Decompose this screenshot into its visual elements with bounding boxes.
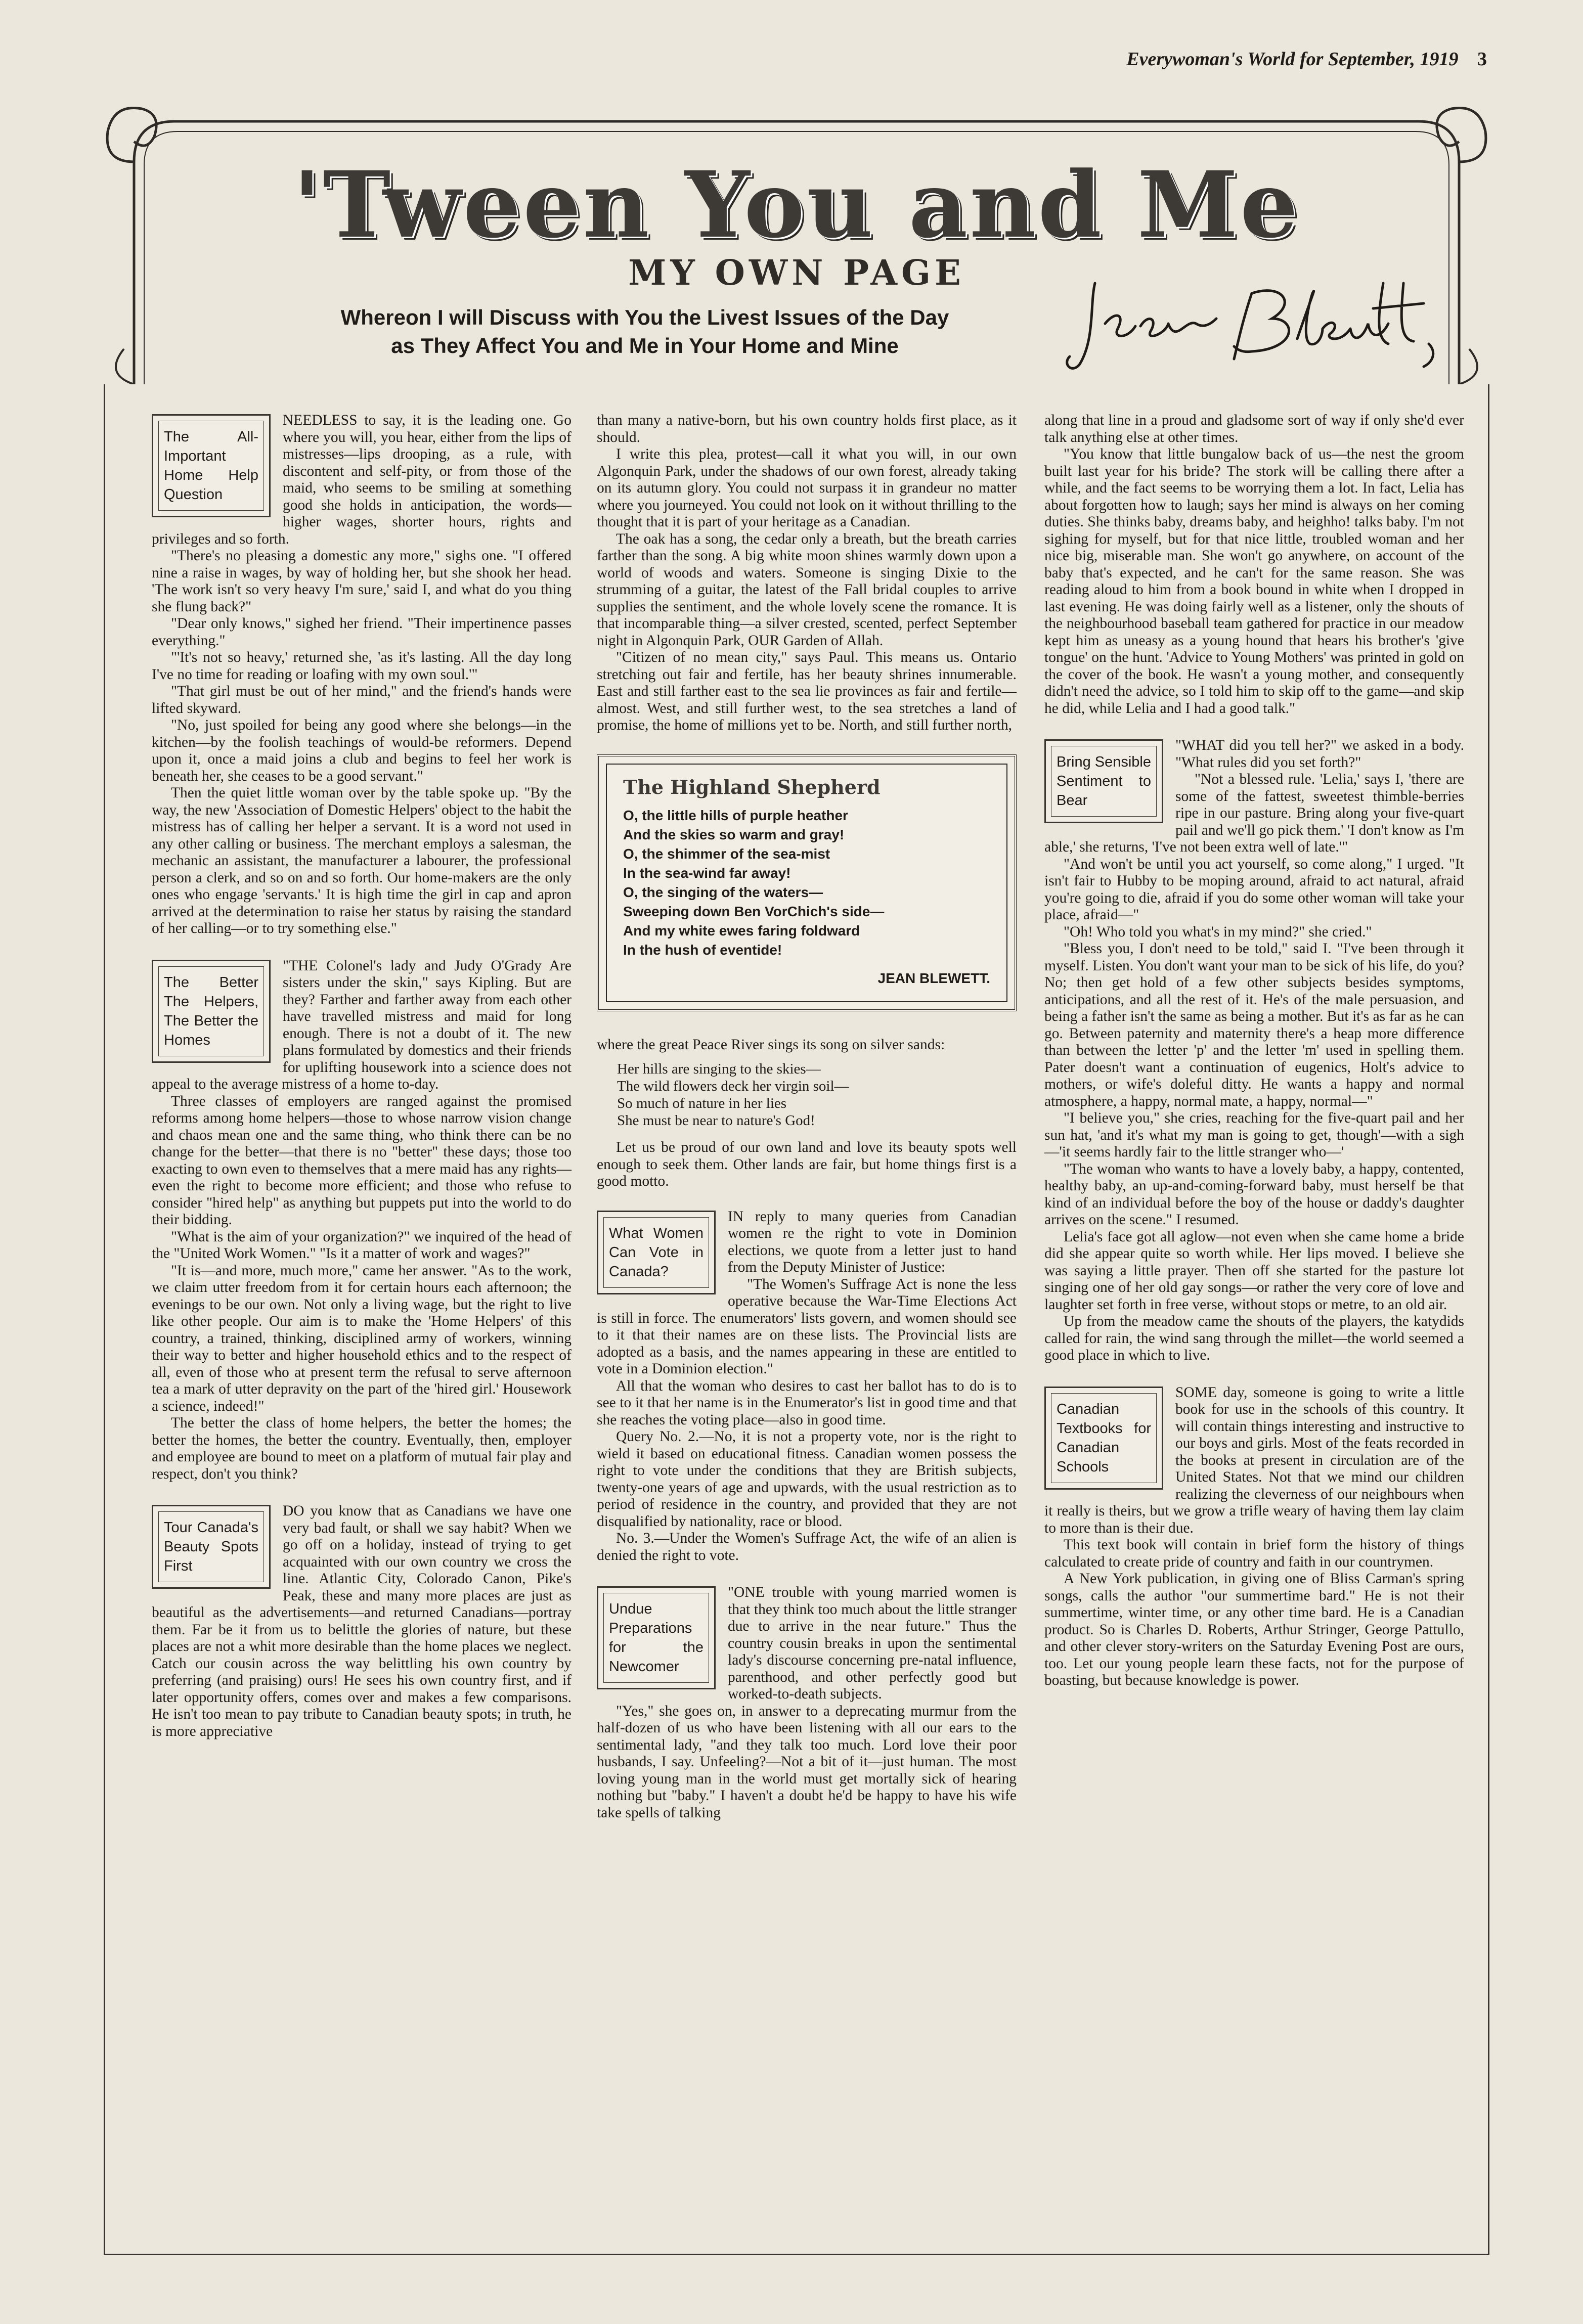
poem-line: And my white ewes faring foldward — [623, 922, 860, 938]
poem-box — [597, 754, 1017, 1011]
article-text: SOME day, someone is going to write a little book for use in the schools of this country. It will contain things interesting and instructive to our boys and girls. Most of the feats recorded in the books at present in circulation are of the United States. Not that we mind our children realizing the cleverness of our neighbours when it really is theirs, but we grow a trifle weary of having them lay claim to more than is their due. — [1044, 1384, 1464, 1536]
tagline-line-2: as They Affect You and Me in Your Home and Mine — [391, 334, 899, 357]
article-text: Query No. 2.—No, it is not a property vote, nor is the right to wield it based on educational fitness. Canadian women possess the right to vote under the conditions that they are British subjects, twenty-one years of age and upwards, with the usual restriction as to period of residence in the country, and provided that they are not disqualified by nationality, race or blood. — [597, 1428, 1017, 1530]
page-number: 3 — [1477, 49, 1487, 70]
poem-line: O, the little hills of purple heather — [623, 807, 848, 823]
article-text: "WHAT did you tell her?" we asked in a body. "What rules did you set forth?" — [1175, 737, 1464, 771]
sidehead-home-help: The All-Important Home Help Question — [152, 414, 271, 517]
article-text: "Bless you, I don't need to be told," said I. "I've been through it myself. Listen. You don't want your man to be sick of his life, do you? No; then get hold of a few other subjects besides symptoms, anticipations, and all the rest of it. He's of the male persuasion, and being a father isn't the same as being a mother. But it's as far as he can go. Between paternity and maternity there's a heap more difference than between the letter 'p' and the letter 'm' used in spelling them. Pater doesn't want a continuation of eugenics, Holt's advice to mothers, or wife's doleful ditty. He wants a happy and normal atmosphere, a happy, normal mate, a happy, normal—" — [1044, 941, 1464, 1109]
poem-line: In the hush of eventide! — [623, 942, 782, 958]
article-text: "What is the aim of your organization?" we inquired of the head of the "United Work Women." "Is it a matter of work and wages?" — [152, 1228, 571, 1262]
article-text: Three classes of employers are ranged against the promised reforms among home helpers—those to whose narrow vision change and chaos mean one and the same thing, who think there can be no change for the better—that there is no "better" these days; those too exacting to own even to themselves that a mere maid has any rights—even the right to become more efficient; and those who refuse to consider "hired help" as anything but puppets put into the world to do their bidding. — [152, 1093, 571, 1228]
article-text: "The Women's Suffrage Act is none the less operative because the War-Time Elections Act is still in force. The enumerators' lists govern, and women should see to it that their names are on these lists. The Provincial lists are adopted as a basis, and the names appearing in these are entitled to vote in a Dominion election." — [597, 1276, 1017, 1377]
poem-author: JEAN BLEWETT. — [877, 970, 990, 986]
article-text: "And won't be until you act yourself, so come along," I urged. "It isn't fair to Hubby to be moping around, afraid to act natural, afraid you're going to die, afraid if you do some other woman will take your place, afraid—" — [1044, 856, 1464, 923]
verse-block — [617, 1060, 1017, 1129]
article-text: where the great Peace River sings its song on silver sands: — [597, 1036, 945, 1053]
sidehead-beauty-spots: Tour Canada's Beauty Spots First — [152, 1505, 271, 1589]
article-text: Lelia's face got all aglow—not even when she came home a bride did she appear quite so worth while. Her lips moved. I believe she was saying a little prayer. Then off she started for the pasture lot singing one of her old gay songs—or rather the very core of love and laughter set forth in free verse, without stops or metre, to an old air. — [1044, 1228, 1464, 1313]
article-text: DO you know that as Canadians we have one very bad fault, or shall we say habit? When we go off on a holiday, instead of trying to get acquainted with our own country we cross the line. Atlantic City, Colorado Canon, Pike's Peak, these and many more places are just as beautiful as the advertisements—and returned Canadians—portray them. Far be it from us to belittle the glories of nature, but these places are not a whit more desirable than the home places we neglect. Catch our cousin across the way belittling his own country by preferring (and praising) ours! He sees his own country first, and if later opportunity offers, comes over and makes a few comparisons. He isn't too mean to pay tribute to Canadian beauty spots; in truth, he is more appreciative — [152, 1503, 571, 1739]
article-text: "Oh! Who told you what's in my mind?" she cried." — [1064, 923, 1372, 940]
sidehead-unprepared: Undue Preparations for the Newcomer — [597, 1586, 716, 1689]
article-text: The oak has a song, the cedar only a breath, but the breath carries farther than the song. A big white moon shines warmly down upon a world of woods and waters. Someone is singing Dixie to the strumming of a guitar, the latest of the Fall bridal couples to arrive supplies the sentiment, and the whole lovely scene the romance. It is that incomparable thing—a silver crested, scented, perfect September night in Algonquin Park, OUR Garden of Allah. — [597, 530, 1017, 649]
article-text: Up from the meadow came the shouts of the players, the katydids called for rain, the wind sang through the millet—the world seemed a good place in which to live. — [1044, 1313, 1464, 1363]
column-1 — [152, 412, 571, 1740]
article-text: No. 3.—Under the Women's Suffrage Act, the wife of an alien is denied the right to vote. — [597, 1530, 1017, 1563]
sidehead-textbooks: Canadian Textbooks for Canadian Schools — [1044, 1387, 1163, 1490]
article-text: along that line in a proud and gladsome sort of way if only she'd ever talk anything else at other times. — [1044, 412, 1464, 445]
banner-title: 'Tween You and Me — [293, 152, 1300, 258]
verse-line: Her hills are singing to the skies— — [617, 1061, 821, 1077]
article-text: "You know that little bungalow back of us—the nest the groom built last year for his bride? The stork will be calling there after a while, and the fact seems to be worrying them a lot. In fact, Lelia has about forgotten how to laugh; says her mind is always on her coming duties. She thinks baby, dreams baby, and heighho! talks baby. I'm not sighing for myself, but for that nice little, troubled woman and her nice big, miserable man. She won't go anywhere, on account of the baby that's expected, and he can't for the same reason. She was reading aloud to him from a book bound in white when I dropped in last evening. He was doing fairly well as a listener, only the shouts of the neighbourhood baseball team gathered for practice in our meadow kept him as uneasy as a young hound that hears his brother's 'give tongue' on the hunt. 'Advice to Young Mothers' was printed in gold on the cover of the book. He wasn't a young mother, and consequently didn't need the advice, so I told him to skip off to the game—and skip he did, while Lelia and I had a good talk." — [1044, 446, 1464, 717]
article-text: This text book will contain in brief form the history of things calculated to create pride of country and faith in our countrymen. — [1044, 1537, 1464, 1570]
tagline-line-1: Whereon I will Discuss with You the Livest Issues of the Day — [340, 305, 949, 329]
magazine-name: Everywoman's World for September, 1919 — [1126, 49, 1459, 70]
article-text: "THE Colonel's lady and Judy O'Grady Are sisters under the skin," says Kipling. But are they? Farther and farther away from each other have travelled mistress and maid for long enough. There is not a doubt of it. The new plans formulated by domestics and their friends for uplifting housework into a science does not appeal to the average mistress of a home to-day. — [152, 957, 571, 1092]
page-header — [1072, 48, 1487, 70]
verse-line: She must be near to nature's God! — [617, 1112, 815, 1129]
article-text: Let us be proud of our own land and love its beauty spots well enough to seek them. Other lands are fair, but home things first is a good motto. — [597, 1139, 1017, 1189]
article-text: "That girl must be out of her mind," and the friend's hands were lifted skyward. — [152, 683, 571, 717]
signature-image — [1060, 263, 1454, 379]
article-text: NEEDLESS to say, it is the leading one. Go where you will, you hear, either from the lips of mistresses—lips drooping, as a rule, with discontent and self-pity, or from those of the maid, who seems to be smiling at something good she holds in anticipation, the words—higher wages, shorter hours, rights and privileges and so forth. — [152, 412, 571, 547]
poem-line: O, the singing of the waters— — [623, 884, 823, 900]
article-text: than many a native-born, but his own country holds first place, as it should. — [597, 412, 1017, 445]
article-text: "There's no pleasing a domestic any more," sighs one. "I offered nine a raise in wages, by way of holding her, but she shook her head. 'The work isn't so very heavy I'm sure,' said I, and what do you thing she flung back?" — [152, 548, 571, 615]
column-3 — [1044, 412, 1464, 1689]
poem-line: And the skies so warm and gray! — [623, 826, 845, 842]
article-text: "Not a blessed rule. 'Lelia,' says I, 'there are some of the fattest, sweetest thimble-berries ripe in our pasture. Bring along your five-quart pail and we'll go pick them.' 'I don't know as I'm able,' she returns, 'I've not been extra well of late.'" — [1044, 771, 1464, 855]
article-text: "No, just spoiled for being any good where she belongs—in the kitchen—by the foolish teachings of would-be reformers. Depend upon it, once a maid joins a club and begins to feel her work is beneath her, she ceases to be a good servant." — [152, 717, 571, 784]
column-2 — [597, 412, 1017, 1821]
verse-line: So much of nature in her lies — [617, 1095, 787, 1111]
banner-subtitle: MY OWN PAGE — [628, 253, 965, 293]
article-text: Then the quiet little woman over by the table spoke up. "By the way, the new 'Association of Domestic Helpers' object to the habit the mistress has of calling her helper a servant. It is a word not used in any other calling or business. The merchant employs a salesman, the mechanic an assistant, the manufacturer a labourer, the professional person a clerk, and so on and so forth. Our home-makers are the only ones who engage 'servants.' It is high time the girl in cap and apron arrived at the determination to raise her status by raising the standard of her calling—or to try something else." — [152, 785, 571, 936]
title-banner — [104, 101, 1489, 384]
article-text: "Citizen of no mean city," says Paul. This means us. Ontario stretching out fair and fertile, has her beauty shrines innumerable. East and still farther east to the sea lie provinces as fair and fertile—almost. West, and still further west, to the sea stretches a land of promise, the home of millions yet to be. North, and still further north, — [597, 649, 1017, 733]
poem-title: The Highland Shepherd — [623, 775, 881, 798]
article-text: All that the woman who desires to cast her ballot has to do is to see to it that her name is in the Enumerator's list in good time and that she reaches the voting place—also in good time. — [597, 1377, 1017, 1428]
article-text: "I believe you," she cries, reaching for the five-quart pail and her sun hat, 'and it's what my man is going to get, though'—with a sigh—'it seems hardly fair to the little stranger who—' — [1044, 1110, 1464, 1160]
banner-tagline — [296, 303, 994, 360]
sidehead-sensible: Bring Sensible Sentiment to Bear — [1044, 739, 1163, 823]
article-text: "It is—and more, much more," came her answer. "As to the work, we claim utter freedom from it for certain hours each afternoon; the evenings to be our own. Not only a living wage, but the right to live like other people. Our aim is to make the 'Home Helpers' of this country, a trained, thinking, disciplined army of workers, winning their way to better and higher household ethics and to the respect of all, even of those who at present term the refusal to serve afternoon tea a mark of utter depravity on the part of the 'hired girl.' Housework a science, indeed!" — [152, 1262, 571, 1414]
poem-line: In the sea-wind far away! — [623, 865, 791, 881]
poem-line: Sweeping down Ben VorChich's side— — [623, 903, 885, 919]
article-text: "Dear only knows," sighed her friend. "Their impertinence passes everything." — [152, 615, 571, 649]
article-text: "ONE trouble with young married women is that they think too much about the little stranger due to arrive in the near future." Thus the country cousin breaks in upon the sentimental lady's discourse concerning pre-natal influence, parenthood, and other perfectly good but worked-to-death subjects. — [728, 1584, 1017, 1702]
verse-line: The wild flowers deck her virgin soil— — [617, 1078, 849, 1094]
article-text: The better the class of home helpers, the better the homes; the better the homes, the better the country. Eventually, then, employer and employee are bound to meet on a platform of mutual fair play and respect, don't you think? — [152, 1415, 571, 1482]
poem-line: O, the shimmer of the sea-mist — [623, 845, 830, 862]
article-text: "Yes," she goes on, in answer to a deprecating murmur from the half-dozen of us who have been listening with all our ears to the sentimental lady, "and they talk too much. Lord love their poor husbands, I say. Unfeeling?—Not a bit of it—just human. The most loving young man in the world must get mortally sick of hearing nothing but "baby." I haven't a doubt he'd be happy to have his wife take spells of talking — [597, 1703, 1017, 1821]
article-text: A New York publication, in giving one of Bliss Carman's spring songs, calls the author "our summertime bard." He is not their summertime, winter time, or any other time bard. He is a Canadian product. So is Charles D. Roberts, Arthur Stringer, George Pattullo, and other clever story-writers on the Saturday Evening Post are ours, too. Let our young people learn these facts, not for the purpose of boasting, but because knowledge is power. — [1044, 1571, 1464, 1688]
sidehead-vote: What Women Can Vote in Canada? — [597, 1211, 716, 1294]
article-text: "'It's not so heavy,' returned she, 'as it's lasting. All the day long I've no time for reading or loafing with my own soul.'" — [152, 649, 571, 683]
article-text: IN reply to many queries from Canadian women re the right to vote in Dominion elections, we quote from a letter just to hand from the Deputy Minister of Justice: — [728, 1208, 1017, 1275]
article-text: "The woman who wants to have a lovely baby, a happy, contented, healthy baby, an up-and-coming-forward baby, must herself be that kind of an individual before the boy of the house or daddy's daughter arrives on the scene." I resumed. — [1044, 1160, 1464, 1228]
sidehead-better-helpers: The Better The Helpers, The Better the Homes — [152, 960, 271, 1063]
article-text: I write this plea, protest—call it what you will, in our own Algonquin Park, under the shadows of our own forest, already taking on its autumn glory. You could not surpass it in grandeur no matter where you journeyed. You could not look on it without thrilling to the thought that it is part of your heritage as a Canadian. — [597, 446, 1017, 530]
